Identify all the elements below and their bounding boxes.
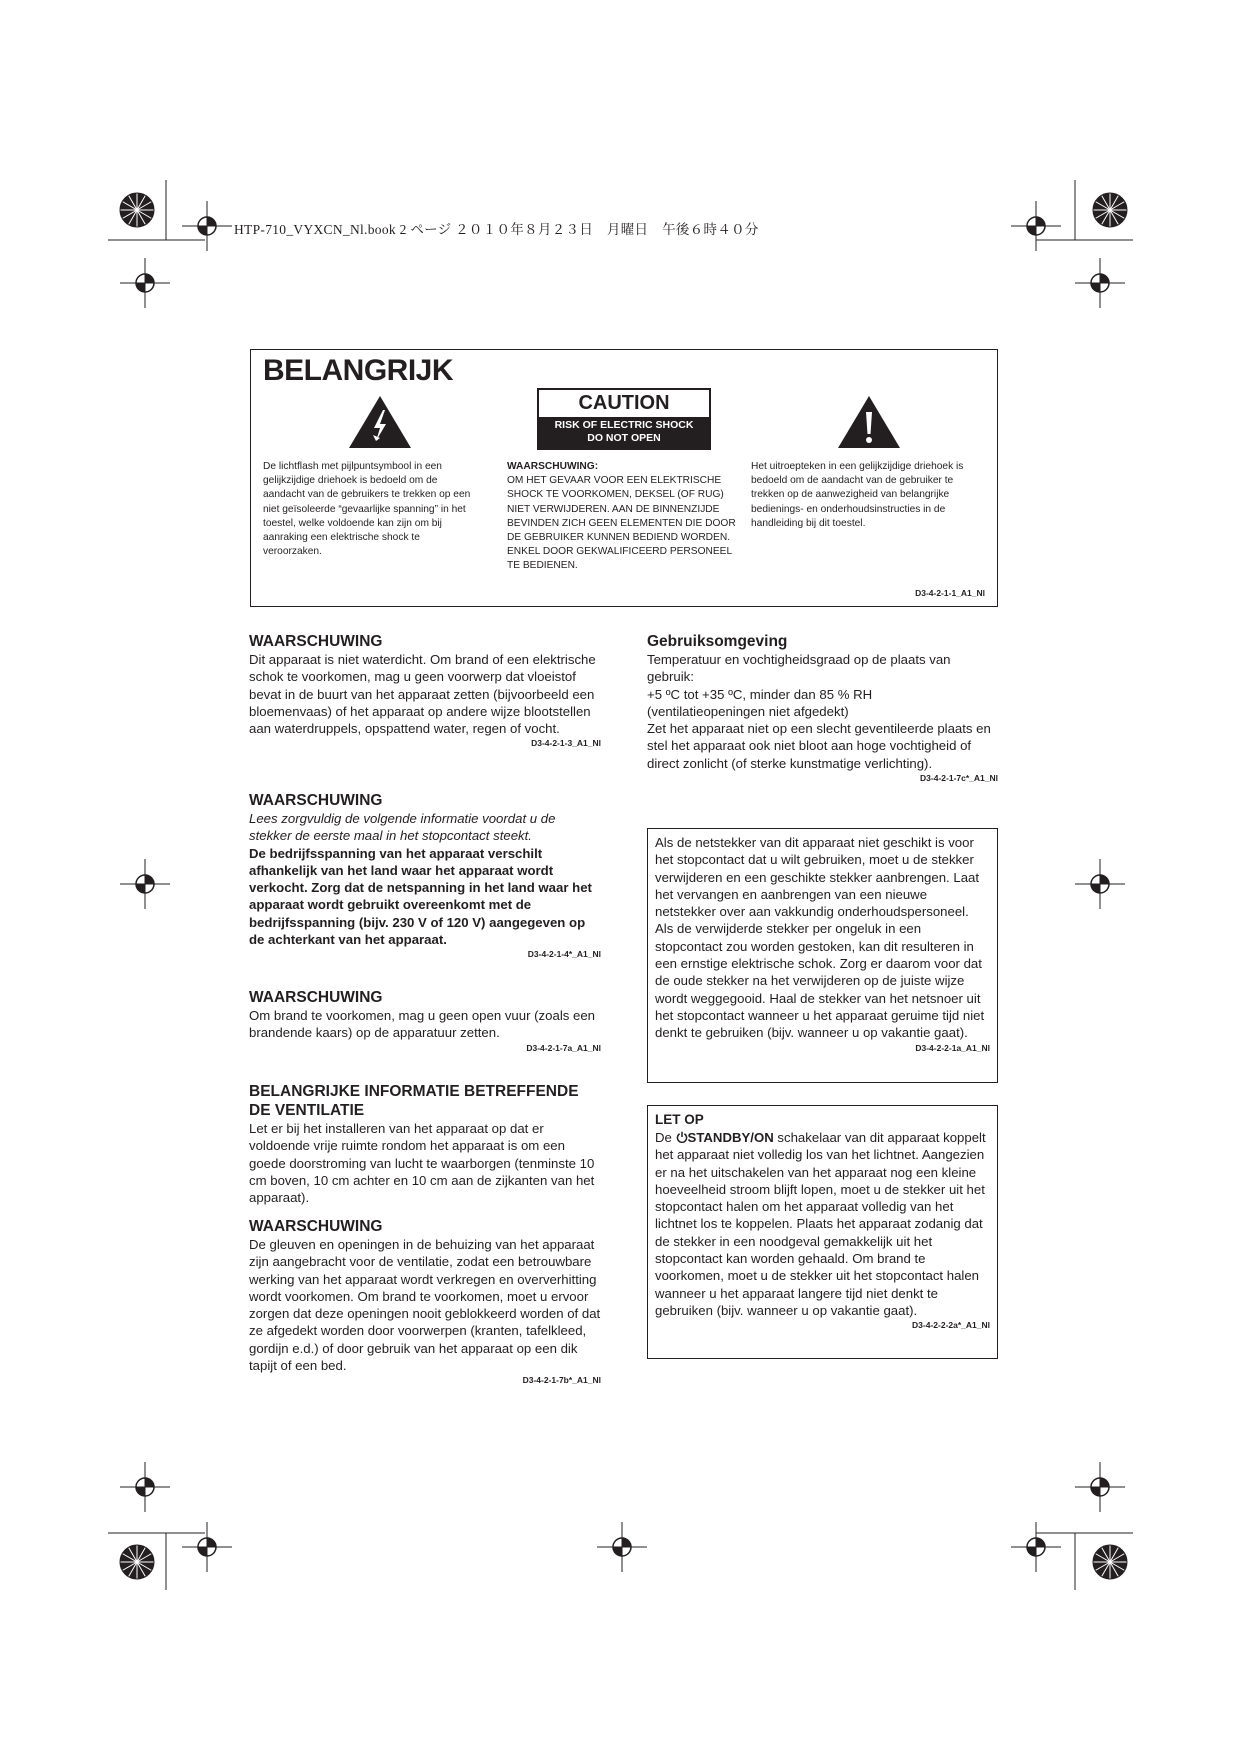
caution-title: CAUTION	[578, 392, 670, 414]
section-body: Let er bij het installeren van het apparaat op dat er voldoende vrije ruimte rondom het apparaat is om een goede doorstroming van lucht te waarborgen (tenminste 10 cm boven, 10 cm achter en 10 cm aan de zijkanten van het apparaat).	[249, 1121, 595, 1206]
registration-mark-icon	[1075, 859, 1125, 909]
registration-mark-icon	[120, 859, 170, 909]
registration-mark-icon	[597, 1522, 647, 1572]
important-notice-box	[250, 349, 998, 607]
lightning-warning-icon	[347, 394, 413, 450]
starburst-target-icon	[120, 1545, 154, 1579]
reference-code: D3-4-2-2-2a*_A1_Nl	[912, 1320, 990, 1331]
fire-warning-section	[249, 988, 601, 1053]
reference-code: D3-4-2-2-1a_A1_Nl	[915, 1042, 990, 1053]
warning-column-heading: WAARSCHUWING:	[507, 461, 599, 472]
env-line-3: (ventilatieopeningen niet afgedekt)	[647, 703, 849, 719]
registration-mark-icon	[120, 1462, 170, 1512]
box-body	[655, 1129, 990, 1319]
section-body: De gleuven en openingen in de behuizing van het apparaat zijn aangebracht voor de ventilatie, zodat een betrouwbare werking van het apparaat wordt verkregen en oververhitting wordt voorkomen. Om brand te voorkomen, moet u ervoor zorgen dat deze openingen nooit geblokkeerd worden of dat ze afgedekt worden door voorwerpen (kranten, tafelkleed, gordijn e.d.) of door gebruik van het apparaat op een dik tapijt of een bed.	[249, 1237, 601, 1374]
caution-line-2: DO NOT OPEN	[587, 432, 661, 444]
section-intro: Lees zorgvuldig de volgende informatie voordat u de stekker de eerste maal in het stopcontact steekt.	[249, 811, 556, 844]
registration-mark-icon	[1075, 1462, 1125, 1512]
warning-column	[507, 460, 741, 574]
starburst-target-icon	[1093, 1545, 1127, 1579]
registration-mark-icon	[1075, 258, 1125, 308]
registration-mark-icon	[120, 258, 170, 308]
box-body: Als de netstekker van dit apparaat niet geschikt is voor het stopcontact dat u wilt gebruiken, moet u de stekker verwijderen en een geschikte stekker aanbrengen. Laat het vervangen en aanbrengen van een nieuwe netstekker over aan vakkundig onderhoudspersoneel. Als de verwijderde stekker per ongeluk in een stopcontact zou worden gestoken, kan dit resulteren in een ernstige elektrische schok. Zorg er daarom voor dat de oude stekker na het verwijderen op de juiste wijze wordt weggegooid. Haal de stekker van het netsnoer uit het stopcontact wanneer u het apparaat geruime tijd niet denkt te gebruiken (bijv. wanneer u op vakantie gaat).	[655, 835, 985, 1041]
reference-code: D3-4-2-1-7b*_A1_Nl	[522, 1375, 601, 1386]
ventilation-openings-warning-section	[249, 1217, 601, 1385]
box-heading: LET OP	[655, 1112, 704, 1127]
caution-subtitle	[539, 417, 709, 448]
env-line-2: +5 ºC tot +35 ºC, minder dan 85 % RH	[647, 686, 873, 702]
box-body-text: schakelaar van dit apparaat koppelt het apparaat niet volledig los van het lichtnet. Aangezien er na het uitschakelen van het apparaat nog een kleine hoeveelheid stroom blijft lopen, moet u de stekker uit het stopcontact halen om het apparaat volledig van het lichtnet los te koppelen. Plaats het apparaat zodanig dat de stekker in een noodgeval gemakkelijk uit het stopcontact kan worden gehaald. Om brand te voorkomen, moet u de stekker uit het stopcontact halen wanneer u het apparaat langere tijd niet denkt te gebruiken (bijv. wanneer u op vakantie gaat).	[655, 1130, 986, 1318]
reference-code: D3-4-2-1-3_A1_Nl	[531, 738, 601, 749]
power-icon	[676, 1131, 688, 1143]
waterproof-warning-section	[249, 632, 601, 748]
reference-code: D3-4-2-1-1_A1_Nl	[915, 588, 985, 598]
section-body: Om brand te voorkomen, mag u geen open vuur (zoals een brandende kaars) op de apparatuur zetten.	[249, 1008, 596, 1041]
box-body-prefix: De	[655, 1130, 676, 1145]
section-heading: WAARSCHUWING	[249, 989, 383, 1006]
section-body: Dit apparaat is niet waterdicht. Om brand of een elektrische schok te voorkomen, mag u geen voorwerp dat vloeistof bevat in de buurt van het apparaat zetten (bijvoorbeeld een bloemenvaas) of het apparaat op andere wijze blootstellen aan waterdruppels, opspattend water, regen of vocht.	[249, 652, 596, 737]
reference-code: D3-4-2-1-7a_A1_Nl	[526, 1042, 601, 1053]
reference-code: D3-4-2-1-7c*_A1_Nl	[920, 773, 998, 784]
section-body: Zet het apparaat niet op een slecht geventileerde plaats en stel het apparaat ook niet bloot aan hoge vochtigheid of direct zonlicht (of sterke kunstmatige verlichting).	[647, 721, 991, 771]
section-heading: Gebruiksomgeving	[647, 633, 788, 650]
starburst-target-icon	[120, 193, 154, 227]
registration-mark-icon	[182, 201, 232, 251]
section-heading-line-2: DE VENTILATIE	[249, 1102, 365, 1119]
exclamation-explanation: Het uitroepteken in een gelijkzijdige driehoek is bedoeld om de aandacht van de gebruiker te trekken op de aanwezigheid van belangrijke bedienings- en onderhoudsinstructies in de handleiding bij dit toestel.	[751, 461, 964, 529]
section-heading: WAARSCHUWING	[249, 792, 383, 809]
exclamation-warning-icon	[836, 394, 902, 450]
reference-code: D3-4-2-1-4*_A1_Nl	[527, 949, 601, 960]
section-heading-line-1: BELANGRIJKE INFORMATIE BETREFFENDE	[249, 1083, 579, 1100]
registration-mark-icon	[1011, 1522, 1061, 1572]
starburst-target-icon	[1093, 193, 1127, 227]
env-line-1: Temperatuur en vochtigheidsgraad op de plaats van gebruik:	[647, 652, 951, 685]
registration-mark-icon	[182, 1522, 232, 1572]
lightning-explanation: De lichtflash met pijlpuntsymbool in een gelijkzijdige driehoek is bedoeld om de aandacht van de gebruikers te trekken op een niet geïsoleerde “gevaarlijke spanning” in het toestel, welke voldoende kan zijn om bij aanraking een elektrische shock te veroorzaken.	[263, 461, 471, 558]
section-body: De bedrijfsspanning van het apparaat verschilt afhankelijk van het land waar het apparaat wordt verkocht. Zorg dat de netspanning in het land waar het apparaat wordt gebruikt overeenkomt met de bedrijfsspanning (bijv. 230 V of 120 V) aangegeven op de achterkant van het apparaat.	[249, 845, 592, 948]
warning-column-text: OM HET GEVAAR VOOR EEN ELEKTRISCHE SHOCK TE VOORKOMEN, DEKSEL (OF RUG) NIET VERWIJDEREN. AAN DE BINNENZIJDE BEVINDEN ZICH GEEN ELEMENTEN DIE DOOR DE GEBRUIKER KUNNEN BEDIEND WORDEN. ENKEL DOOR GEKWALIFICEERD PERSONEEL TE BEDIENEN.	[507, 475, 736, 572]
voltage-warning-section	[249, 791, 601, 959]
caution-line-1: RISK OF ELECTRIC SHOCK	[554, 419, 694, 431]
ventilation-section	[249, 1082, 601, 1206]
operating-environment-section	[647, 632, 998, 783]
section-heading: WAARSCHUWING	[249, 633, 383, 650]
registration-mark-icon	[1011, 201, 1061, 251]
important-title: BELANGRIJK	[263, 354, 454, 387]
section-heading: WAARSCHUWING	[249, 1218, 383, 1235]
caution-label	[537, 388, 711, 450]
plug-replacement-box	[647, 828, 998, 1083]
print-header: HTP-710_VYXCN_Nl.book 2 ページ ２０１０年８月２３日 月曜日 午後６時４０分	[234, 222, 759, 237]
standby-caution-box	[647, 1105, 998, 1359]
standby-on-label: STANDBY/ON	[687, 1130, 774, 1145]
